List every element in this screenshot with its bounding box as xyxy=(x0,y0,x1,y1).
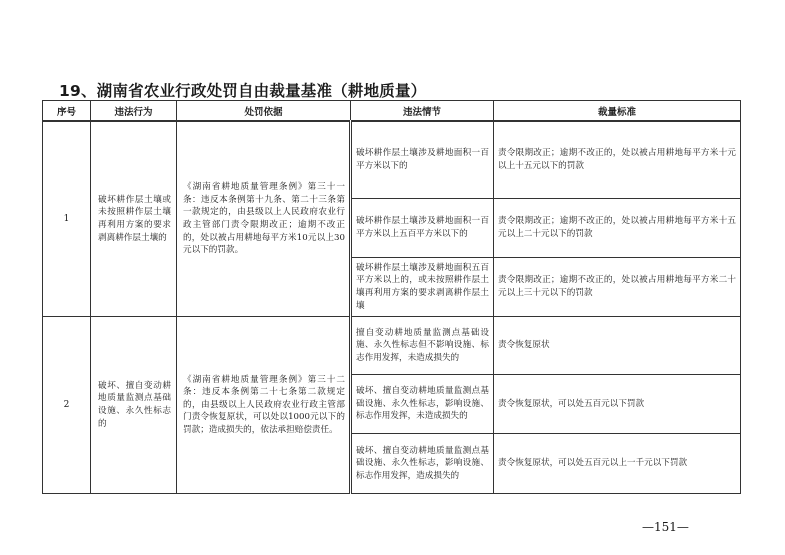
discretion-standard-cell xyxy=(494,121,741,199)
legal-basis-text: 《湖南省耕地质量管理条例》第三十一条：违反本条例第十九条、第二十三条第一款规定的，由县级以上人民政府农业行政主管部门责令限期改正；逾期不改正的，处以被占用耕地每平方米10元以上30元以下的罚款。 xyxy=(183,182,345,256)
discretion-standard-text: 责令限期改正；逾期不改正的，处以被占用耕地每平方米二十元以上三十元以下的罚款 xyxy=(498,275,736,298)
row-number: 2 xyxy=(43,317,91,494)
page-number: —151— xyxy=(642,520,689,534)
violation-detail-text: 破坏、擅自变动耕地质量监测点基础设施、永久性标志，影响设施、标志作用发挥，未造成损失的 xyxy=(356,386,489,422)
header-no: 序号 xyxy=(43,101,91,122)
violation-detail-text: 擅自变动耕地质量监测点基础设施、永久性标志但不影响设施、标志作用发挥，未造成损失的 xyxy=(356,327,489,363)
header-basis: 处罚依据 xyxy=(177,101,351,122)
discretion-standard-cell xyxy=(494,375,741,434)
violation-detail-text: 破坏耕作层土壤涉及耕地面积一百平方米以下的 xyxy=(356,148,489,171)
header-detail: 违法情节 xyxy=(351,101,494,122)
row-number: 1 xyxy=(43,121,91,317)
discretion-standard-cell xyxy=(494,199,741,258)
header-act: 违法行为 xyxy=(91,101,177,122)
legal-basis-cell xyxy=(177,317,351,494)
violation-act-cell xyxy=(91,317,177,494)
violation-detail-cell xyxy=(351,434,494,494)
violation-detail-cell xyxy=(351,258,494,317)
page-title: 19、湖南省农业行政处罚自由裁量基准（耕地质量） xyxy=(59,82,427,100)
discretion-standard-cell xyxy=(494,258,741,317)
table-header-row xyxy=(43,101,741,122)
discretion-standard-text: 责令限期改正；逾期不改正的，处以被占用耕地每平方米十五元以上二十元以下的罚款 xyxy=(498,216,736,239)
violation-detail-text: 破坏、擅自变动耕地质量监测点基础设施、永久性标志，影响设施、标志作用发挥，造成损失的 xyxy=(356,445,489,481)
discretion-standard-cell xyxy=(494,317,741,375)
discretion-standard-text: 责令恢复原状，可以处五百元以下罚款 xyxy=(498,398,645,409)
table-row xyxy=(43,317,741,375)
violation-detail-cell xyxy=(351,375,494,434)
violation-detail-text: 破坏耕作层土壤涉及耕地面积一百平方米以上五百平方米以下的 xyxy=(356,216,489,239)
violation-detail-cell xyxy=(351,317,494,375)
table-row xyxy=(43,121,741,199)
violation-act-text: 破坏、擅自变动耕地质量监测点基础设施、永久性标志的 xyxy=(98,380,171,429)
discretion-standard-text: 责令恢复原状，可以处五百元以上一千元以下罚款 xyxy=(498,458,688,469)
discretion-standard-text: 责令限期改正；逾期不改正的，处以被占用耕地每平方米十元以上十五元以下的罚款 xyxy=(498,148,736,171)
legal-basis-cell xyxy=(177,121,351,317)
violation-detail-text: 破坏耕作层土壤涉及耕地面积五百平方米以上的，或未按照耕作层土壤再利用方案的要求剥离耕作层土壤 xyxy=(356,262,489,311)
violation-detail-cell xyxy=(351,199,494,258)
penalty-discretion-table xyxy=(42,100,741,494)
header-standard: 裁量标准 xyxy=(494,101,741,122)
violation-act-cell xyxy=(91,121,177,317)
discretion-standard-cell xyxy=(494,434,741,494)
legal-basis-text: 《湖南省耕地质量管理条例》第三十二条：违反本条例第二十七条第二款规定的，由县级以上人民政府农业行政主管部门责令恢复原状，可以处以1000元以下的罚款；造成损失的，依法承担赔偿责任。 xyxy=(183,374,345,435)
violation-detail-cell xyxy=(351,121,494,199)
violation-act-text: 破坏耕作层土壤或未按照耕作层土壤再利用方案的要求剥离耕作层土壤的 xyxy=(98,194,171,243)
discretion-standard-text: 责令恢复原状 xyxy=(498,340,550,351)
